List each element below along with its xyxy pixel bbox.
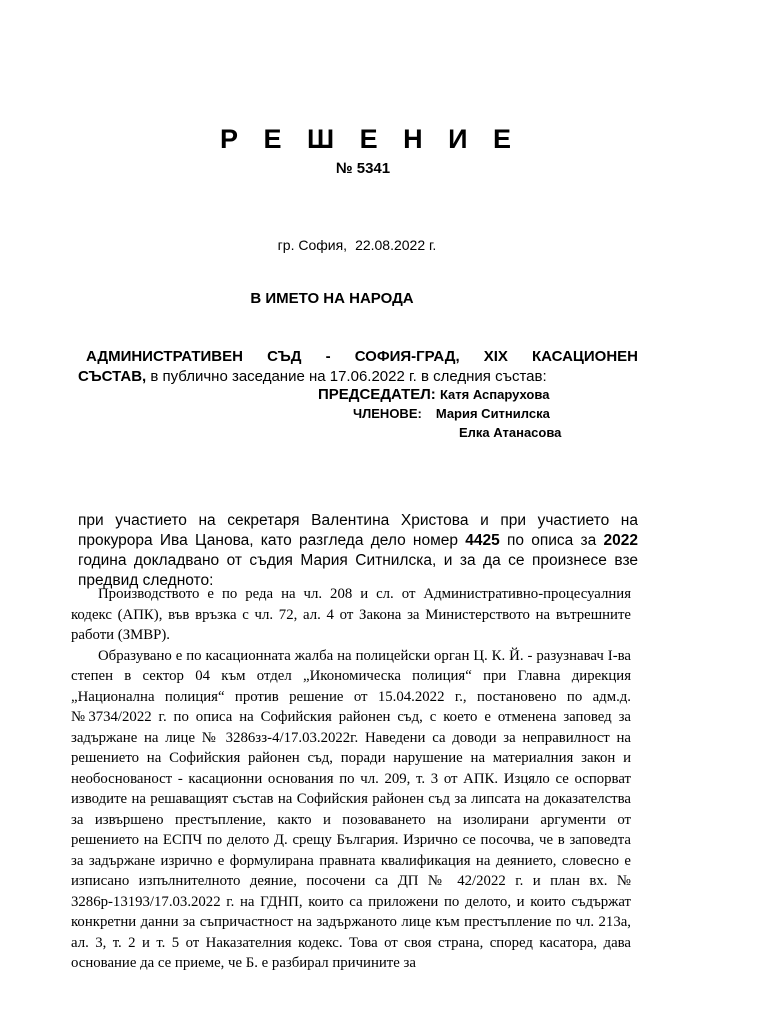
body-paragraph: Производството е по реда на чл. 208 и сл. от Административно-процесуалния кодекс (АПК), във връзка с чл. 72, ал. 4 от Закона за Министерството на вътрешните работи (ЗМВР). xyxy=(71,586,631,643)
members-row xyxy=(353,406,550,421)
court-word: СОФИЯ-ГРАД, xyxy=(354,348,460,365)
court-word: XIX xyxy=(483,348,508,365)
court-word: КАСАЦИОНЕН xyxy=(532,348,638,365)
case-year: 2022 xyxy=(603,532,638,549)
body-paragraph: Образувано е по касационната жалба на полицейски орган Ц. К. Й. - разузнавач I-ва степен в сектор 04 към отдел „Икономическа полиция“ при Главна дирекция „Национална полиция“ против решение от 15.04.2022 г., постановено по адм.д. №3734/2022 г. по описа на Софийския районен съд, с което е отменена заповед за задържане на лице № 3286зз-4/17.03.2022г. Наведени са доводи за неправилност на решението на Софийския районен съд, поради нарушение на материалния закон и необоснованост - касационни основания по чл. 209, т. 3 от АПК. Изцяло се оспорват изводите на решаващият състав на Софийския районен съд за липсата на доказателства за извършено престъпление, както и позоваването на изолирани аргументи от решението на ЕСПЧ по делото Д. срещу България. Изрично се посочва, че в заповедта за задържане изрично е формулирана правната квалификация на деянието, словесно е изписано изпълнителното деяние, посочени са ДП № 42/2022 г. и план вх. № 3286р-13193/17.03.2022 г. на ГДНП, които са приложени по делото, и които съдържат конкретни данни за съпричастност на задържаното лице към престъпление по чл. 213а, ал. 3, т. 2 и т. 5 от Наказателния кодекс. Това от своя страна, според касатора, дава основание да се приеме, че Б. е разбирал причините за xyxy=(71,647,631,971)
session-line xyxy=(78,368,547,385)
chair-label: ПРЕДСЕДАТЕЛ: xyxy=(318,386,436,403)
decision-date: 22.08.2022 г. xyxy=(355,237,437,253)
document-title: Р Е Ш Е Н И Е xyxy=(219,124,521,154)
chair-row xyxy=(318,386,549,403)
court-composition: СЪСТАВ, xyxy=(78,368,147,385)
court-name-line xyxy=(86,348,638,365)
case-number: 4425 xyxy=(465,532,500,549)
decision-body xyxy=(71,584,631,974)
members-label: ЧЛЕНОВЕ: xyxy=(353,406,422,421)
member-name: Елка Атанасова xyxy=(459,425,562,440)
place-date-line xyxy=(0,237,714,253)
secretary-paragraph xyxy=(78,511,638,591)
place: гр. София, xyxy=(277,237,348,253)
member-name: Мария Ситнилска xyxy=(435,406,550,421)
session-text: в публично заседание на 17.06.2022 г. в следния състав: xyxy=(146,368,547,385)
para-text: по описа за xyxy=(499,532,604,549)
para-text: при участието на секретаря Валентина Христова и при участието на прокурора Ива Цанова, като разгледа дело номер xyxy=(78,512,638,549)
decision-number: № 5341 xyxy=(335,160,391,177)
court-word: СЪД xyxy=(267,348,302,365)
court-word: - xyxy=(325,348,331,365)
chair-name: Катя Аспарухова xyxy=(439,387,550,402)
para-text: година докладвано от съдия Мария Ситнилска, и за да се произнесе взе предвид следното: xyxy=(78,552,638,589)
court-word: АДМИНИСТРАТИВЕН xyxy=(86,348,243,365)
in-the-name-heading: В ИМЕТО НА НАРОДА xyxy=(250,290,414,307)
